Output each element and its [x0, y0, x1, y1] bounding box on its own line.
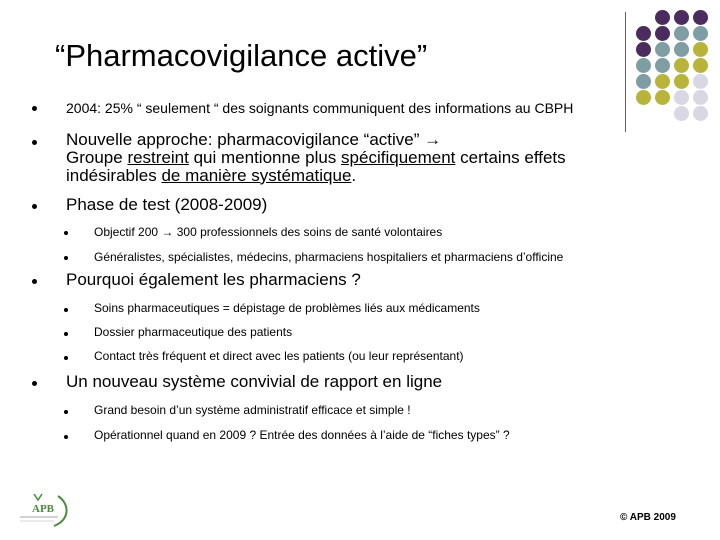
- decorative-dot: [674, 58, 689, 73]
- bullet-dot: [32, 106, 37, 111]
- decorative-dot: [674, 10, 689, 25]
- sub-bullet-dot: [64, 332, 68, 336]
- decorative-dot: [636, 42, 651, 57]
- decorative-dot: [693, 106, 708, 121]
- apb-logo: [14, 490, 74, 530]
- decorative-dot: [674, 90, 689, 105]
- text-segment: qui mentionne plus: [193, 147, 337, 167]
- sub-bullet-dot: [64, 308, 68, 312]
- bullet-text: Un nouveau système convivial de rapport en ligne: [66, 372, 443, 391]
- decorative-dot: [674, 42, 689, 57]
- bullet-dot: [32, 204, 37, 209]
- text-segment: Groupe: [66, 147, 123, 167]
- sub-bullet-dot: [64, 435, 68, 439]
- decorative-dot: [655, 42, 670, 57]
- decorative-dot-grid: [636, 10, 716, 120]
- sub-bullet-text: Généralistes, spécialistes, médecins, pharmaciens hospitaliers et pharmaciens d’officine: [94, 250, 564, 264]
- decorative-dot: [693, 74, 708, 89]
- decorative-dot: [655, 74, 670, 89]
- decorative-dot: [693, 26, 708, 41]
- sub-bullet-text: [94, 226, 442, 239]
- vertical-divider: [625, 12, 626, 132]
- slide-title: “Pharmacovigilance active”: [55, 38, 428, 73]
- sub-bullet-text: Dossier pharmaceutique des patients: [94, 325, 293, 339]
- sub-bullet-text: Grand besoin d’un système administratif efficace et simple !: [94, 403, 411, 417]
- sub-bullet-dot: [64, 356, 68, 360]
- text-segment: indésirables: [66, 165, 157, 185]
- decorative-dot: [655, 26, 670, 41]
- decorative-dot: [636, 74, 651, 89]
- arrow-icon: →: [161, 225, 174, 239]
- decorative-dot: [636, 26, 651, 41]
- text-segment: Objectif 200: [94, 225, 159, 239]
- text-segment: Nouvelle approche: pharmacovigilance “active”: [66, 130, 420, 149]
- text-segment: 300 professionnels des soins de santé volontaires: [176, 225, 443, 239]
- decorative-dot: [693, 10, 708, 25]
- decorative-dot: [636, 90, 651, 105]
- decorative-dot: [674, 106, 689, 121]
- underlined-text: spécifiquement: [341, 147, 456, 167]
- bullet-text: Pourquoi également les pharmaciens ?: [66, 270, 361, 289]
- sub-bullet-dot: [64, 231, 68, 235]
- decorative-dot: [693, 90, 708, 105]
- arrow-icon: →: [424, 130, 442, 149]
- decorative-dot: [693, 58, 708, 73]
- decorative-dot: [674, 26, 689, 41]
- decorative-dot: [636, 58, 651, 73]
- decorative-dot: [655, 90, 670, 105]
- underlined-text: restreint: [127, 147, 189, 167]
- text-segment: .: [351, 165, 357, 185]
- bullet-dot: [32, 140, 37, 145]
- text-segment: certains effets: [460, 147, 566, 167]
- underlined-text: de manière systématique: [161, 165, 352, 185]
- sub-bullet-text: Contact très fréquent et direct avec les patients (ou leur représentant): [94, 349, 464, 363]
- bullet-dot: [32, 279, 37, 284]
- sub-bullet-dot: [64, 256, 68, 260]
- bullet-text-block: [66, 131, 626, 185]
- sub-bullet-text: Soins pharmaceutiques = dépistage de problèmes liés aux médicaments: [94, 301, 480, 315]
- sub-bullet-dot: [64, 410, 68, 414]
- bullet-text: Phase de test (2008-2009): [66, 195, 268, 214]
- decorative-dot: [693, 42, 708, 57]
- bullet-dot: [32, 381, 37, 386]
- sub-bullet-text: Opérationnel quand en 2009 ? Entrée des données à l’aide de “fiches types” ?: [94, 428, 510, 442]
- copyright-text: © APB 2009: [620, 512, 676, 523]
- decorative-dot: [655, 58, 670, 73]
- svg-text:APB: APB: [32, 503, 54, 515]
- decorative-dot: [674, 74, 689, 89]
- decorative-dot: [655, 10, 670, 25]
- bullet-text: 2004: 25% “ seulement “ des soignants communiquent des informations au CBPH: [66, 100, 574, 116]
